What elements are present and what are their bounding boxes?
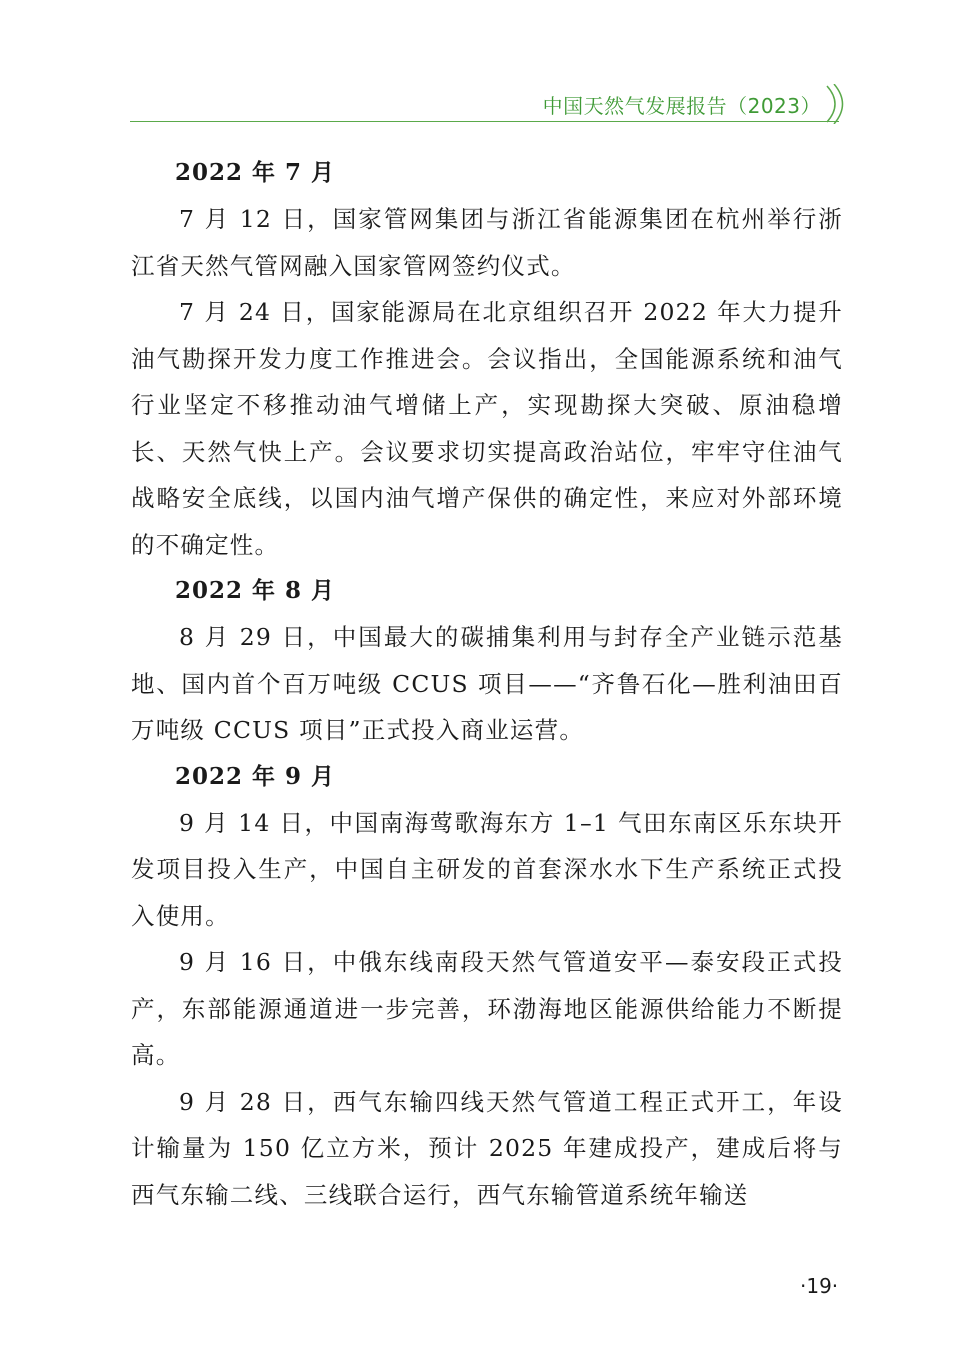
paragraph: 9 月 16 日，中俄东线南段天然气管道安平—泰安段正式投产，东部能源通道进一步完善，环渤海地区能源供给能力不断提高。 bbox=[131, 948, 843, 1069]
header-rule bbox=[130, 121, 839, 122]
page-number: ·19· bbox=[800, 1274, 839, 1298]
paragraph: 8 月 29 日，中国最大的碳捕集利用与封存全产业链示范基地、国内首个百万吨级 CCUS 项目——“齐鲁石化—胜利油田百万吨级 CCUS 项目”正式投入商业运营。 bbox=[131, 623, 843, 744]
paragraph: 7 月 12 日，国家管网集团与浙江省能源集团在杭州举行浙江省天然气管网融入国家管网签约仪式。 bbox=[131, 205, 843, 280]
header-title: 中国天然气发展报告（2023） bbox=[542, 94, 821, 118]
section-2022-07 bbox=[131, 150, 843, 568]
header-arc-ornament bbox=[823, 84, 851, 124]
page-header bbox=[130, 84, 851, 124]
page-body bbox=[131, 150, 843, 1218]
month-heading: 2022 年 7 月 bbox=[175, 159, 336, 186]
month-heading: 2022 年 8 月 bbox=[175, 577, 336, 604]
section-2022-09 bbox=[131, 754, 843, 1219]
paragraph: 9 月 14 日，中国南海莺歌海东方 1–1 气田东南区乐东块开发项目投入生产，中国自主研发的首套深水水下生产系统正式投入使用。 bbox=[131, 808, 843, 930]
paragraph: 7 月 24 日，国家能源局在北京组织召开 2022 年大力提升油气勘探开发力度工作推进会。会议指出，全国能源系统和油气行业坚定不移推动油气增储上产，实现勘探大突破、原油稳增长、天然气快上产。会议要求切实提高政治站位，牢牢守住油气战略安全底线，以国内油气增产保供的确定性，来应对外部环境的不确定性。 bbox=[131, 298, 843, 559]
section-2022-08 bbox=[131, 568, 843, 754]
paragraph: 9 月 28 日，西气东输四线天然气管道工程正式开工，年设计输量为 150 亿立方米，预计 2025 年建成投产，建成后将与西气东输二线、三线联合运行，西气东输管道系统年输送 bbox=[131, 1087, 843, 1209]
month-heading: 2022 年 9 月 bbox=[175, 762, 336, 790]
